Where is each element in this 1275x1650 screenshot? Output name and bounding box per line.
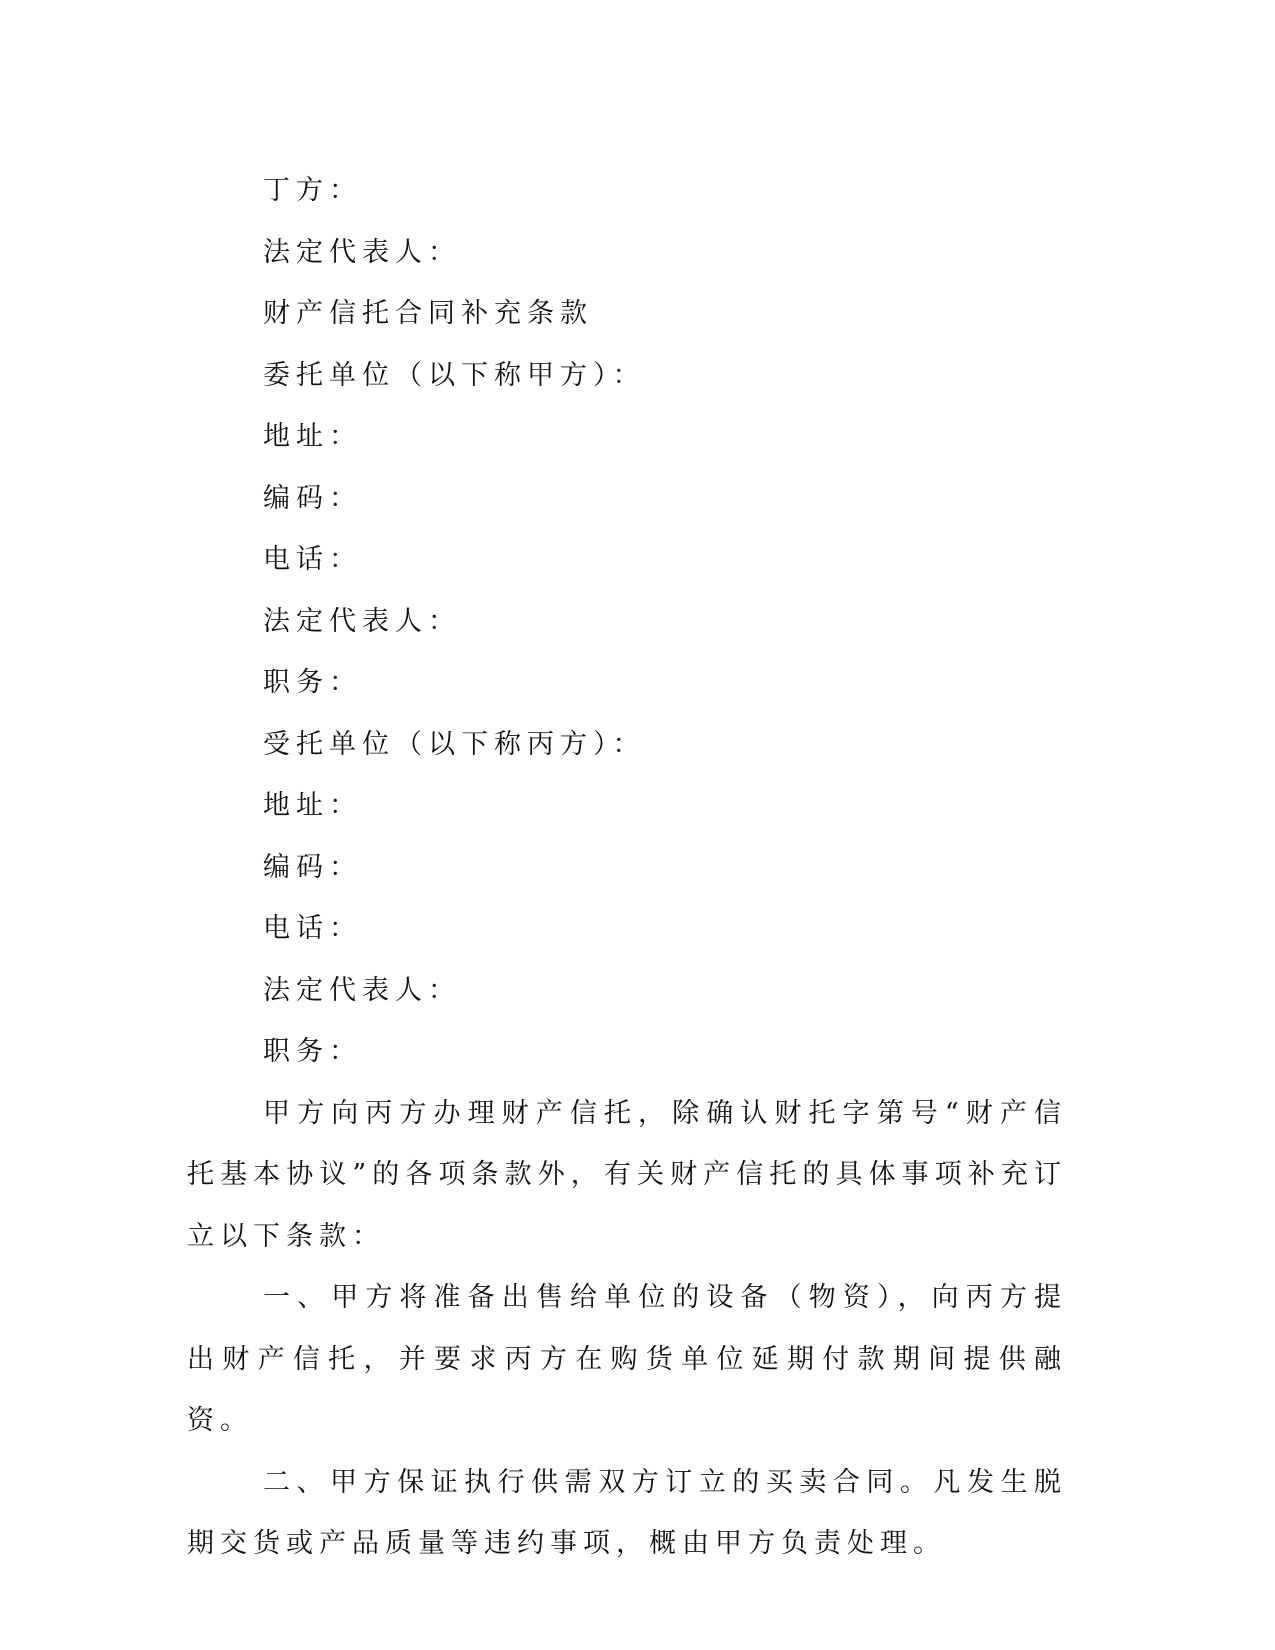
document-body (187, 160, 1067, 1575)
party-a-legal-rep-label: 法定代表人： (263, 605, 461, 637)
entrusting-party-label: 委托单位（以下称甲方）： (263, 359, 646, 391)
preamble-paragraph: 甲方向丙方办理财产信托，除确认财托字第号“财产信托基本协议”的各项条款外，有关财产信托的具体事项补充订立以下条款： (187, 1097, 1067, 1252)
clause-1-paragraph: 一、甲方将准备出售给单位的设备（物资），向丙方提出财产信托，并要求丙方在购货单位延期付款期间提供融资。 (187, 1282, 1067, 1436)
party-a-phone-label: 电话： (263, 544, 362, 575)
party-c-postcode-label: 编码： (263, 851, 362, 883)
party-c-phone-label: 电话： (263, 913, 362, 944)
clause-2-paragraph: 二、甲方保证执行供需双方订立的买卖合同。凡发生脱期交货或产品质量等违约事项，概由甲方负责处理。 (187, 1466, 1067, 1559)
party-c-address-label: 地址： (263, 790, 362, 821)
trustee-party-label: 受托单位（以下称丙方）： (263, 728, 646, 760)
party-c-position-label: 职务： (263, 1036, 362, 1067)
party-a-postcode-label: 编码： (263, 482, 362, 514)
party-d-label: 丁方： (263, 175, 362, 206)
party-d-legal-rep-label: 法定代表人： (263, 236, 461, 268)
party-c-legal-rep-label: 法定代表人： (263, 974, 461, 1006)
party-a-address-label: 地址： (263, 421, 362, 452)
party-a-position-label: 职务： (263, 667, 362, 698)
document-title: 财产信托合同补充条款 (263, 298, 593, 329)
